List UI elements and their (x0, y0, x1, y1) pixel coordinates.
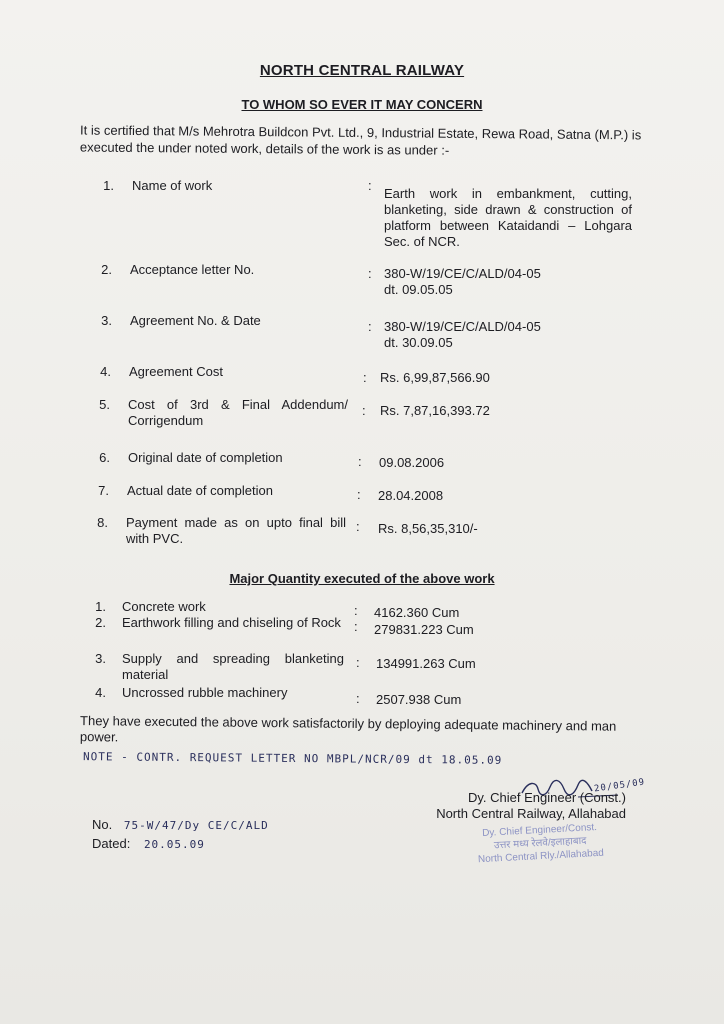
page-subtitle: TO WHOM SO EVER IT MAY CONCERN (241, 97, 483, 112)
detail-label: Actual date of completion (127, 483, 273, 498)
reference-date (92, 835, 269, 854)
detail-row (85, 483, 645, 503)
detail-value: Earth work in embankment, cutting, blanketing, side drawn & construction of platform between Kataidandi – Lohgara Sec. of NCR. (384, 186, 632, 249)
detail-colon: : (356, 519, 360, 534)
detail-value: Rs. 6,99,87,566.90 (380, 370, 490, 385)
intro-paragraph: It is certified that M/s Mehrotra Buildcon Pvt. Ltd., 9, Industrial Estate, Rewa Road, Satna (M.P.) is executed the under noted work, details of the work is as under :- (79, 122, 642, 158)
detail-colon: : (368, 319, 372, 334)
quantity-colon: : (356, 655, 360, 670)
reference-date-label: Dated: (92, 836, 131, 851)
detail-number: 8. (97, 515, 108, 530)
quantity-row (82, 685, 642, 707)
detail-label: Payment made as on upto final bill with PVC. (126, 515, 346, 546)
detail-number: 7. (98, 483, 109, 498)
quantity-number: 2. (95, 615, 106, 630)
detail-row (86, 397, 646, 433)
quantity-colon: : (354, 619, 358, 634)
detail-value: 09.08.2006 (379, 455, 445, 470)
detail-value: 28.04.2008 (378, 488, 444, 503)
detail-label: Cost of 3rd & Final Addendum/ Corrigendum (128, 397, 348, 428)
detail-colon: : (363, 370, 367, 385)
quantity-label: Supply and spreading blanketing material (122, 651, 344, 682)
detail-label: Name of work (132, 178, 213, 193)
detail-number: 6. (99, 450, 110, 465)
quantity-label: Uncrossed rubble machinery (122, 685, 288, 700)
detail-value: Rs. 8,56,35,310/- (378, 521, 478, 536)
signatory-designation: Dy. Chief Engineer (Const.) (468, 790, 626, 805)
detail-number: 1. (103, 178, 114, 193)
detail-row (90, 178, 650, 248)
closing-paragraph: They have executed the above work satisfactorily by deploying adequate machinery and man power. (79, 713, 617, 745)
detail-row (84, 515, 644, 549)
quantity-value: 134991.263 Cum (376, 656, 476, 671)
detail-colon: : (358, 454, 362, 469)
detail-label: Original date of completion (128, 450, 283, 465)
detail-label: Agreement No. & Date (130, 313, 261, 328)
quantity-number: 1. (95, 599, 106, 614)
quantity-row (82, 615, 642, 649)
detail-row (86, 450, 646, 470)
quantity-number: 4. (95, 685, 106, 700)
signature-date: 20/05/09 (593, 777, 646, 795)
detail-row (88, 262, 648, 302)
page-title: NORTH CENTRAL RAILWAY (259, 62, 465, 79)
detail-value: 380-W/19/CE/C/ALD/04-05 dt. 09.05.05 (384, 266, 541, 297)
detail-number: 3. (101, 313, 112, 328)
detail-row (87, 364, 647, 384)
reference-date-value: 20.05.09 (143, 838, 205, 851)
signatory-office: North Central Railway, Allahabad (436, 806, 626, 821)
detail-colon: : (357, 487, 361, 502)
quantity-row (82, 651, 642, 685)
stamp-line-1: Dy. Chief Engineer/Const. (481, 822, 598, 840)
quantity-colon: : (356, 691, 360, 706)
quantity-label: Earthwork filling and chiseling of Rock (122, 615, 341, 630)
detail-number: 2. (101, 262, 112, 277)
quantity-value: 279831.223 Cum (374, 622, 474, 637)
detail-value: Rs. 7,87,16,393.72 (380, 403, 490, 418)
signatory-block (408, 790, 626, 822)
detail-colon: : (368, 266, 372, 281)
detail-label: Acceptance letter No. (130, 262, 255, 277)
quantity-number: 3. (95, 651, 106, 666)
stamp-line-2: उत्तर मध्य रेलवे/इलाहाबाद (493, 835, 587, 852)
detail-number: 5. (99, 397, 110, 412)
quantity-value: 4162.360 Cum (374, 605, 460, 620)
detail-colon: : (362, 403, 366, 418)
detail-value: 380-W/19/CE/C/ALD/04-05 dt. 30.09.05 (384, 319, 541, 350)
reference-no (92, 816, 269, 835)
quantity-value: 2507.938 Cum (376, 692, 462, 707)
reference-no-value: 75-W/47/Dy CE/C/ALD (123, 819, 269, 832)
detail-number: 4. (100, 364, 111, 379)
quantity-label: Concrete work (122, 599, 206, 614)
quantity-colon: : (354, 603, 358, 618)
reference-block (92, 816, 269, 854)
stamp-line-3: North Central Rly./Allahabad (477, 847, 605, 866)
detail-label: Agreement Cost (129, 364, 223, 379)
reference-no-label: No. (92, 817, 113, 832)
detail-colon: : (368, 178, 372, 193)
quantity-section-heading: Major Quantity executed of the above work (229, 571, 495, 586)
handwritten-note: NOTE - CONTR. REQUEST LETTER NO MBPL/NCR/09 dt 18.05.09 (82, 750, 503, 767)
detail-row (88, 313, 648, 353)
